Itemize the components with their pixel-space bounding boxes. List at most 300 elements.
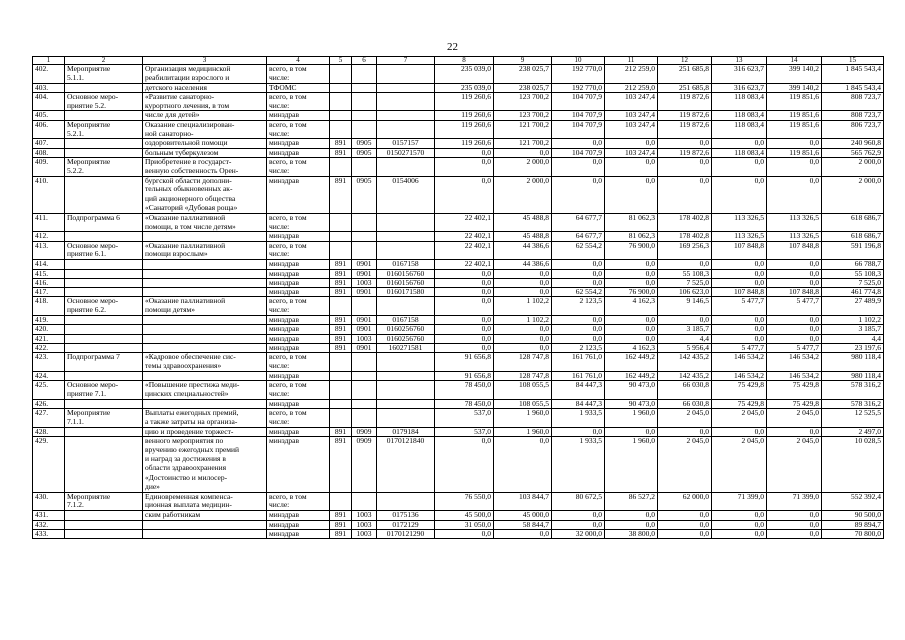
table-cell: «Развитие санаторно- — [143, 92, 267, 101]
table-cell: 0901 — [352, 269, 377, 278]
table-cell: 0905 — [352, 176, 377, 185]
table-cell — [65, 232, 143, 241]
amount-cell — [658, 250, 712, 259]
table-cell: числе: — [267, 418, 330, 427]
amount-cell — [605, 250, 658, 259]
table-cell: ций акционерного общества — [143, 195, 267, 204]
amount-cell — [822, 130, 884, 139]
table-cell — [143, 334, 267, 343]
amount-cell: 578 316,2 — [822, 399, 884, 408]
table-cell — [330, 92, 352, 101]
row-number-cell: 432. — [33, 520, 65, 529]
amount-cell: 113 326,5 — [767, 232, 822, 241]
amount-cell — [658, 306, 712, 315]
amount-cell: 44 386,6 — [494, 260, 552, 269]
amount-cell: 0,0 — [435, 176, 494, 185]
amount-cell — [767, 455, 822, 464]
table-cell: всего, в том — [267, 492, 330, 501]
table-cell — [267, 204, 330, 213]
table-cell: всего, в том — [267, 241, 330, 250]
amount-cell — [767, 223, 822, 232]
table-cell — [330, 65, 352, 74]
table-cell: числе: — [267, 250, 330, 259]
table-cell — [377, 306, 435, 315]
amount-cell: 22 402,1 — [435, 260, 494, 269]
amount-cell — [605, 130, 658, 139]
row-number-cell — [33, 102, 65, 111]
table-cell — [65, 269, 143, 278]
table-cell: числе: — [267, 74, 330, 83]
table-cell — [330, 474, 352, 483]
table-cell: «Санаторий «Дубовая роща» — [143, 204, 267, 213]
table-cell — [377, 232, 435, 241]
table-cell: детского населения — [143, 83, 267, 92]
budget-table — [32, 56, 884, 539]
table-cell: Оказание специализирован- — [143, 120, 267, 129]
amount-cell: 55 108,3 — [822, 269, 884, 278]
column-number: 14 — [767, 57, 822, 65]
table-cell: 891 — [330, 278, 352, 287]
amount-cell: 0,0 — [552, 260, 605, 269]
table-cell — [377, 464, 435, 473]
table-cell: минздрав — [267, 111, 330, 120]
amount-cell: 808 723,7 — [822, 111, 884, 120]
amount-cell — [435, 204, 494, 213]
amount-cell — [605, 455, 658, 464]
table-cell — [377, 167, 435, 176]
table-cell: области здравоохранения — [143, 464, 267, 473]
table-row — [33, 353, 884, 362]
amount-cell: 119 851,6 — [767, 92, 822, 101]
amount-cell: 2 497,0 — [822, 427, 884, 436]
row-number-cell: 402. — [33, 65, 65, 74]
table-row — [33, 362, 884, 371]
table-cell: всего, в том — [267, 213, 330, 222]
table-cell — [352, 250, 377, 259]
table-cell — [352, 446, 377, 455]
amount-cell: 235 039,0 — [435, 83, 494, 92]
table-row — [33, 74, 884, 83]
amount-cell — [767, 446, 822, 455]
table-cell — [352, 92, 377, 101]
amount-cell — [435, 464, 494, 473]
amount-cell: 0,0 — [712, 529, 767, 538]
table-cell: цию и проведение торжест- — [143, 427, 267, 436]
table-row — [33, 195, 884, 204]
table-cell — [330, 306, 352, 315]
table-cell — [330, 157, 352, 166]
amount-cell: 0,0 — [435, 343, 494, 352]
amount-cell: 44 386,6 — [494, 241, 552, 250]
table-cell: минздрав — [267, 176, 330, 185]
amount-cell — [552, 102, 605, 111]
amount-cell: 4,4 — [658, 334, 712, 343]
amount-cell: 119 872,6 — [658, 148, 712, 157]
table-row — [33, 148, 884, 157]
row-number-cell: 428. — [33, 427, 65, 436]
amount-cell: 0,0 — [552, 511, 605, 520]
table-cell: всего, в том — [267, 65, 330, 74]
table-cell: 891 — [330, 520, 352, 529]
amount-cell — [494, 130, 552, 139]
amount-cell: 0,0 — [435, 269, 494, 278]
table-cell — [330, 213, 352, 222]
amount-cell: 32 000,0 — [552, 529, 605, 538]
table-cell — [352, 185, 377, 194]
amount-cell: 76 900,0 — [605, 288, 658, 297]
amount-cell — [435, 185, 494, 194]
amount-cell — [658, 418, 712, 427]
amount-cell: 146 534,2 — [767, 353, 822, 362]
amount-cell — [822, 390, 884, 399]
amount-cell: 0,0 — [552, 139, 605, 148]
amount-cell — [712, 74, 767, 83]
amount-cell — [494, 464, 552, 473]
table-row — [33, 390, 884, 399]
amount-cell — [494, 418, 552, 427]
table-cell — [352, 65, 377, 74]
table-cell: 891 — [330, 139, 352, 148]
table-cell — [143, 278, 267, 287]
table-cell: числе: — [267, 362, 330, 371]
table-cell: венного мероприятия по — [143, 436, 267, 445]
table-row — [33, 167, 884, 176]
table-cell: 0167158 — [377, 316, 435, 325]
amount-cell: 618 686,7 — [822, 232, 884, 241]
table-cell — [377, 399, 435, 408]
amount-cell: 0,0 — [552, 157, 605, 166]
table-cell: всего, в том — [267, 92, 330, 101]
amount-cell: 118 083,4 — [712, 111, 767, 120]
amount-cell: 113 326,5 — [712, 213, 767, 222]
amount-cell: 238 025,7 — [494, 65, 552, 74]
table-cell: Организация медицинской — [143, 65, 267, 74]
amount-cell: 1 960,0 — [605, 408, 658, 417]
amount-cell: 0,0 — [494, 148, 552, 157]
amount-cell — [712, 250, 767, 259]
table-cell: всего, в том — [267, 381, 330, 390]
amount-cell — [552, 390, 605, 399]
amount-cell — [658, 390, 712, 399]
amount-cell — [767, 418, 822, 427]
row-number-cell: 411. — [33, 213, 65, 222]
table-cell: 7.1.1. — [65, 418, 143, 427]
table-cell: и наград за достижения в — [143, 455, 267, 464]
table-row — [33, 446, 884, 455]
amount-cell — [435, 102, 494, 111]
table-cell — [330, 381, 352, 390]
amount-cell: 78 450,0 — [435, 381, 494, 390]
table-cell: 0160256760 — [377, 334, 435, 343]
amount-cell: 169 256,3 — [658, 241, 712, 250]
amount-cell — [767, 250, 822, 259]
amount-cell: 0,0 — [552, 278, 605, 287]
table-cell: минздрав — [267, 511, 330, 520]
table-cell: а также затраты на организа- — [143, 418, 267, 427]
table-cell — [143, 529, 267, 538]
table-row — [33, 343, 884, 352]
column-number: 8 — [435, 57, 494, 65]
amount-cell: 104 707,9 — [552, 92, 605, 101]
table-cell — [330, 362, 352, 371]
row-number-cell: 408. — [33, 148, 65, 157]
table-cell — [377, 381, 435, 390]
amount-cell: 0,0 — [494, 334, 552, 343]
amount-cell — [552, 223, 605, 232]
row-number-cell — [33, 474, 65, 483]
row-number-cell: 427. — [33, 408, 65, 417]
table-cell — [377, 474, 435, 483]
page-number: 22 — [447, 41, 458, 53]
amount-cell: 107 848,8 — [767, 241, 822, 250]
amount-cell — [435, 418, 494, 427]
table-cell: Единовременная компенса- — [143, 492, 267, 501]
row-number-cell — [33, 167, 65, 176]
table-cell: минздрав — [267, 260, 330, 269]
amount-cell: 0,0 — [435, 297, 494, 306]
amount-cell: 2 000,0 — [822, 157, 884, 166]
amount-cell: 5 477,7 — [767, 297, 822, 306]
table-cell — [352, 492, 377, 501]
table-cell: 1003 — [352, 278, 377, 287]
amount-cell: 45 488,8 — [494, 213, 552, 222]
table-cell — [267, 185, 330, 194]
table-cell: ТФОМС — [267, 83, 330, 92]
table-cell — [352, 102, 377, 111]
table-cell: цинских специальностей» — [143, 390, 267, 399]
table-cell: 0170121290 — [377, 529, 435, 538]
amount-cell: 0,0 — [494, 325, 552, 334]
table-cell: числе: — [267, 130, 330, 139]
amount-cell: 9 146,5 — [658, 297, 712, 306]
amount-cell — [552, 185, 605, 194]
amount-cell: 162 449,2 — [605, 353, 658, 362]
amount-cell — [822, 102, 884, 111]
table-cell — [65, 371, 143, 380]
table-row — [33, 306, 884, 315]
table-cell: тельных обыкновенных ак- — [143, 185, 267, 194]
amount-cell: 119 872,6 — [658, 92, 712, 101]
table-cell — [352, 381, 377, 390]
table-cell: числе: — [267, 102, 330, 111]
amount-cell — [605, 474, 658, 483]
amount-cell: 316 623,7 — [712, 65, 767, 74]
amount-cell — [494, 483, 552, 492]
amount-cell — [494, 185, 552, 194]
amount-cell: 0,0 — [712, 511, 767, 520]
row-number-cell — [33, 390, 65, 399]
table-cell: 1003 — [352, 334, 377, 343]
table-cell — [352, 408, 377, 417]
table-cell — [143, 371, 267, 380]
table-cell — [352, 483, 377, 492]
amount-cell: 0,0 — [712, 334, 767, 343]
amount-cell — [712, 446, 767, 455]
amount-cell: 0,0 — [605, 325, 658, 334]
table-cell: числе: — [267, 306, 330, 315]
amount-cell — [767, 130, 822, 139]
amount-cell: 2 123,5 — [552, 297, 605, 306]
amount-cell: 0,0 — [767, 529, 822, 538]
amount-cell: 119 260,6 — [435, 111, 494, 120]
table-cell — [330, 120, 352, 129]
amount-cell — [822, 167, 884, 176]
table-cell — [352, 74, 377, 83]
table-cell: 0160171580 — [377, 288, 435, 297]
amount-cell — [494, 362, 552, 371]
table-cell — [377, 371, 435, 380]
amount-cell: 0,0 — [767, 334, 822, 343]
amount-cell: 7 525,0 — [822, 278, 884, 287]
table-cell: 0154006 — [377, 176, 435, 185]
amount-cell: 2 045,0 — [767, 436, 822, 445]
amount-cell: 0,0 — [605, 269, 658, 278]
amount-cell — [712, 204, 767, 213]
amount-cell: 31 050,0 — [435, 520, 494, 529]
amount-cell — [494, 474, 552, 483]
table-row — [33, 83, 884, 92]
amount-cell: 76 900,0 — [605, 241, 658, 250]
amount-cell: 70 800,0 — [822, 529, 884, 538]
amount-cell: 0,0 — [767, 269, 822, 278]
table-cell — [267, 455, 330, 464]
amount-cell: 104 707,9 — [552, 111, 605, 120]
table-cell: 891 — [330, 269, 352, 278]
table-cell: приятие 7.1. — [65, 390, 143, 399]
amount-cell: 399 140,2 — [767, 65, 822, 74]
amount-cell — [712, 223, 767, 232]
column-number: 5 — [330, 57, 352, 65]
amount-cell: 0,0 — [712, 278, 767, 287]
amount-cell: 0,0 — [658, 427, 712, 436]
table-cell: 0909 — [352, 427, 377, 436]
table-cell — [330, 241, 352, 250]
table-cell — [330, 371, 352, 380]
column-number: 11 — [605, 57, 658, 65]
row-number-cell: 404. — [33, 92, 65, 101]
table-cell: «Оказание паллиативной — [143, 241, 267, 250]
table-row — [33, 418, 884, 427]
amount-cell: 103 247,4 — [605, 92, 658, 101]
table-cell: «Достоинство и милосер- — [143, 474, 267, 483]
table-cell — [330, 167, 352, 176]
amount-cell: 146 534,2 — [712, 371, 767, 380]
table-cell: 5.1.1. — [65, 74, 143, 83]
table-cell: 0160156760 — [377, 278, 435, 287]
amount-cell — [435, 483, 494, 492]
amount-cell: 1 960,0 — [605, 436, 658, 445]
column-number-row — [33, 57, 884, 65]
amount-cell — [435, 362, 494, 371]
table-cell — [377, 297, 435, 306]
amount-cell — [435, 474, 494, 483]
amount-cell — [767, 483, 822, 492]
table-row — [33, 102, 884, 111]
table-row — [33, 250, 884, 259]
amount-cell — [435, 446, 494, 455]
table-cell: 891 — [330, 260, 352, 269]
table-cell — [377, 185, 435, 194]
amount-cell: 123 700,2 — [494, 92, 552, 101]
table-cell — [65, 278, 143, 287]
amount-cell — [712, 418, 767, 427]
amount-cell: 1 845 543,4 — [822, 65, 884, 74]
amount-cell: 10 028,5 — [822, 436, 884, 445]
table-row — [33, 492, 884, 501]
amount-cell — [822, 418, 884, 427]
table-row — [33, 92, 884, 101]
table-row — [33, 65, 884, 74]
amount-cell: 38 800,0 — [605, 529, 658, 538]
amount-cell: 0,0 — [435, 278, 494, 287]
amount-cell — [552, 250, 605, 259]
table-cell — [65, 511, 143, 520]
amount-cell — [822, 464, 884, 473]
table-cell: 0150271570 — [377, 148, 435, 157]
amount-cell — [494, 306, 552, 315]
table-cell: минздрав — [267, 520, 330, 529]
row-number-cell: 403. — [33, 83, 65, 92]
row-number-cell: 431. — [33, 511, 65, 520]
table-cell — [377, 74, 435, 83]
column-number: 9 — [494, 57, 552, 65]
amount-cell: 212 259,0 — [605, 65, 658, 74]
amount-cell: 806 723,7 — [822, 120, 884, 129]
table-cell — [377, 455, 435, 464]
table-row — [33, 204, 884, 213]
column-number: 4 — [267, 57, 330, 65]
amount-cell — [435, 167, 494, 176]
amount-cell: 161 761,0 — [552, 353, 605, 362]
table-cell — [377, 390, 435, 399]
row-number-cell — [33, 185, 65, 194]
table-cell: ским работникам — [143, 511, 267, 520]
table-cell: всего, в том — [267, 353, 330, 362]
table-cell: 1003 — [352, 520, 377, 529]
table-cell: Основное меро- — [65, 241, 143, 250]
amount-cell: 0,0 — [435, 436, 494, 445]
table-cell — [352, 241, 377, 250]
amount-cell: 76 550,0 — [435, 492, 494, 501]
amount-cell — [552, 167, 605, 176]
amount-cell — [658, 501, 712, 510]
amount-cell: 618 686,7 — [822, 213, 884, 222]
table-cell — [143, 343, 267, 352]
table-cell — [330, 83, 352, 92]
amount-cell: 0,0 — [658, 157, 712, 166]
amount-cell — [435, 390, 494, 399]
table-cell — [377, 362, 435, 371]
table-cell: 0905 — [352, 148, 377, 157]
amount-cell — [494, 455, 552, 464]
table-cell: 0905 — [352, 139, 377, 148]
amount-cell: 0,0 — [658, 176, 712, 185]
table-cell — [65, 436, 143, 445]
amount-cell — [658, 464, 712, 473]
table-cell — [377, 120, 435, 129]
amount-cell: 192 770,0 — [552, 83, 605, 92]
column-number: 15 — [822, 57, 884, 65]
table-cell — [267, 195, 330, 204]
row-number-cell — [33, 446, 65, 455]
table-cell — [65, 483, 143, 492]
amount-cell: 1 933,5 — [552, 436, 605, 445]
table-cell: помощи взрослым» — [143, 250, 267, 259]
amount-cell: 55 108,3 — [658, 269, 712, 278]
amount-cell — [822, 362, 884, 371]
table-cell — [65, 529, 143, 538]
column-number: 1 — [33, 57, 65, 65]
